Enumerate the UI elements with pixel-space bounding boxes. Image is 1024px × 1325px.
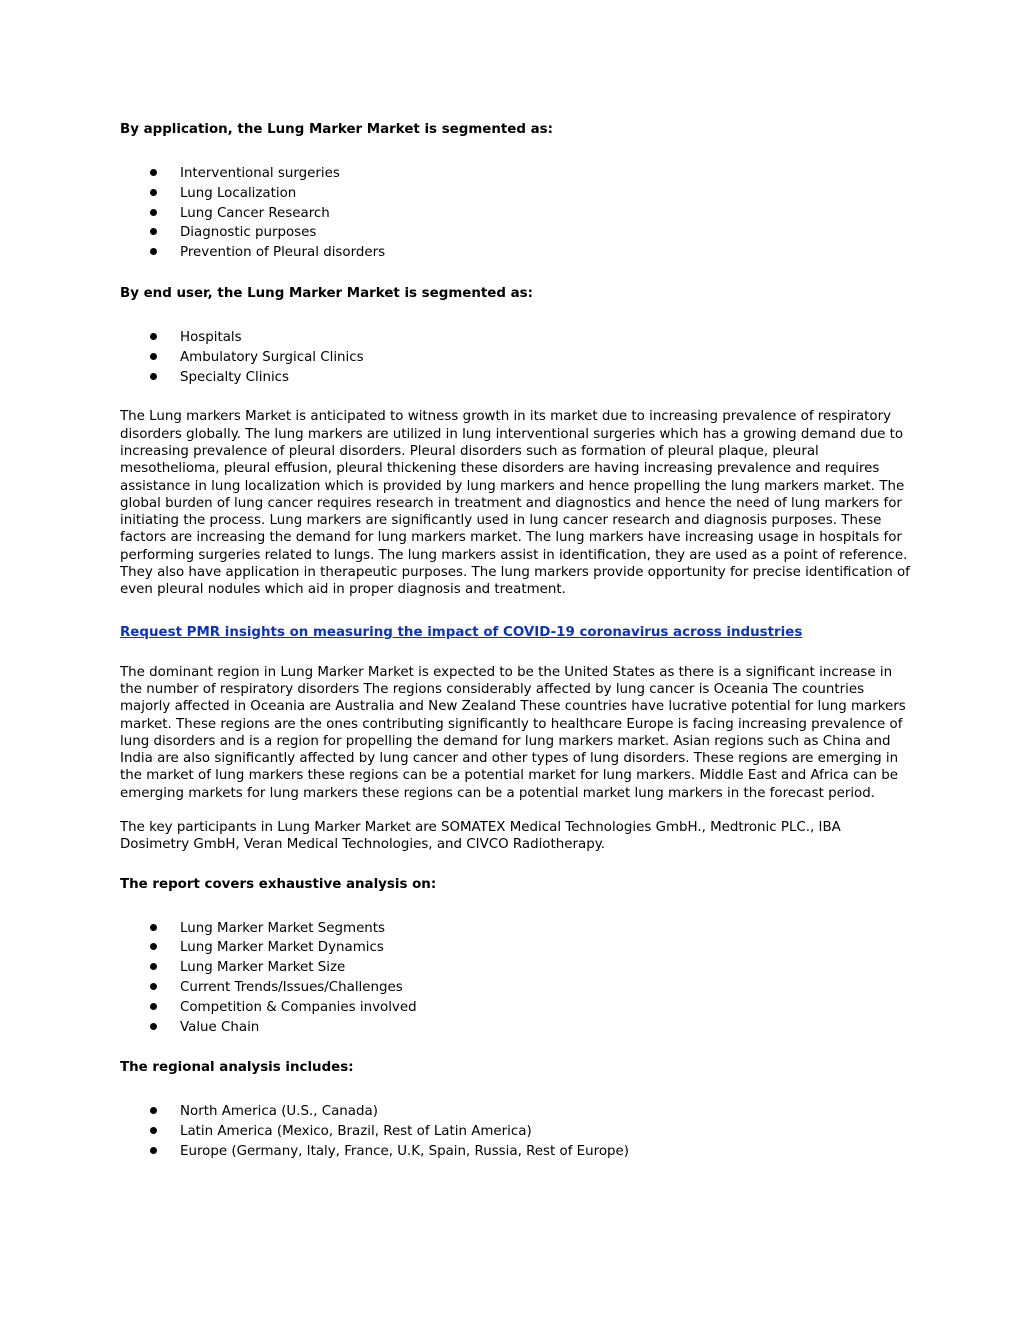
end-user-list bbox=[120, 328, 910, 387]
bullet-icon bbox=[150, 1023, 157, 1030]
list-item bbox=[120, 1018, 910, 1038]
bullet-icon bbox=[150, 189, 157, 196]
bullet-icon bbox=[150, 1147, 157, 1154]
list-item-text: Ambulatory Surgical Clinics bbox=[180, 349, 364, 365]
list-item-text: Lung Localization bbox=[180, 185, 297, 201]
list-item bbox=[120, 204, 910, 224]
list-item bbox=[120, 938, 910, 958]
bullet-icon bbox=[150, 1127, 157, 1134]
bullet-icon bbox=[150, 963, 157, 970]
bullet-icon bbox=[150, 353, 157, 360]
list-item-text: North America (U.S., Canada) bbox=[180, 1104, 378, 1120]
bullet-icon bbox=[150, 248, 157, 255]
list-item bbox=[120, 368, 910, 388]
list-item bbox=[120, 164, 910, 184]
list-item bbox=[120, 919, 910, 939]
end-user-heading: By end user, the Lung Marker Market is segmented as: bbox=[120, 285, 533, 301]
list-item-text: Europe (Germany, Italy, France, U.K, Spain, Russia, Rest of Europe) bbox=[180, 1143, 629, 1159]
list-item-text: Current Trends/Issues/Challenges bbox=[180, 980, 403, 995]
bullet-icon bbox=[150, 373, 157, 380]
regional-list bbox=[120, 1102, 910, 1161]
list-item bbox=[120, 998, 910, 1018]
bullet-icon bbox=[150, 333, 157, 340]
list-item-text: Competition & Companies involved bbox=[180, 999, 417, 1015]
list-item-text: Lung Marker Market Segments bbox=[180, 920, 386, 936]
bullet-icon bbox=[150, 228, 157, 235]
list-item bbox=[120, 1142, 910, 1162]
list-item-text: Lung Marker Market Dynamics bbox=[180, 940, 384, 956]
link-row bbox=[120, 621, 910, 641]
application-list bbox=[120, 164, 910, 263]
list-item bbox=[120, 184, 910, 204]
list-item-text: Lung Marker Market Size bbox=[180, 960, 346, 976]
regional-heading: The regional analysis includes: bbox=[120, 1060, 354, 1076]
bullet-icon bbox=[150, 983, 157, 990]
market-overview-paragraph: The Lung markers Market is anticipated to witness growth in its market due to increasing prevalence of respiratory disorders globally. The lung markers are utilized in lung interventional surgeries which has a growing demand due to increasing prevalence of pleural disorders. Pleural disorders such as formation of pleural plaque, pleural mesothelioma, pleural effusion, pleural thickening these disorders are having increasing prevalence and requires assistance in lung localization which is provided by lung markers and hence propelling the lung markers market. The global burden of lung cancer requires research in treatment and diagnostics and hence the need of lung markers for initiating the process. Lung markers are significantly used in lung cancer research and diagnosis purposes. These factors are increasing the demand for lung markers market. The lung markers have increasing usage in hospitals for performing surgeries related to lungs. The lung markers assist in identification, they are used as a point of reference. They also have application in therapeutic purposes. The lung markers provide opportunity for precise identification of even pleural nodules which aid in proper diagnosis and treatment. bbox=[120, 409, 910, 598]
list-item-text: Lung Cancer Research bbox=[180, 205, 330, 221]
list-item bbox=[120, 1122, 910, 1142]
covid-insights-link[interactable]: Request PMR insights on measuring the impact of COVID-19 coronavirus across industries bbox=[120, 624, 803, 640]
list-item-text: Latin America (Mexico, Brazil, Rest of Latin America) bbox=[180, 1124, 532, 1140]
list-item bbox=[120, 978, 910, 998]
list-item-text: Value Chain bbox=[180, 1019, 260, 1035]
bullet-icon bbox=[150, 1107, 157, 1114]
bullet-icon bbox=[150, 209, 157, 216]
list-item-text: Hospitals bbox=[180, 329, 242, 345]
bullet-icon bbox=[150, 924, 157, 931]
list-item bbox=[120, 958, 910, 978]
application-heading: By application, the Lung Marker Market is segmented as: bbox=[120, 122, 553, 137]
report-heading: The report covers exhaustive analysis on: bbox=[120, 876, 437, 892]
bullet-icon bbox=[150, 1003, 157, 1010]
list-item-text: Specialty Clinics bbox=[180, 369, 290, 385]
bullet-icon bbox=[150, 943, 157, 950]
list-item bbox=[120, 223, 910, 243]
list-item-text: Prevention of Pleural disorders bbox=[180, 245, 386, 261]
document-page bbox=[120, 121, 910, 1162]
list-item bbox=[120, 348, 910, 368]
list-item bbox=[120, 243, 910, 263]
list-item bbox=[120, 1102, 910, 1122]
list-item-text: Interventional surgeries bbox=[180, 166, 340, 181]
key-participants-paragraph: The key participants in Lung Marker Market are SOMATEX Medical Technologies GmbH., Medtronic PLC., IBA Dosimetry GmbH, Veran Medical Technologies, and CIVCO Radiotherapy. bbox=[120, 820, 841, 853]
bullet-icon bbox=[150, 169, 157, 176]
regional-paragraph: The dominant region in Lung Marker Market is expected to be the United States as there is a significant increase in the number of respiratory disorders The regions considerably affected by lung cancer is Oceania The countries majorly affected in Oceania are Australia and New Zealand These countries have lucrative potential for lung markers market. These regions are the ones contributing significantly to healthcare Europe is facing increasing prevalence of lung disorders and is a region for propelling the demand for lung markers market. Asian regions such as China and India are also significantly affected by lung cancer and other types of lung disorders. These regions are emerging in the market of lung markers these regions can be a potential market for lung markers. Middle East and Africa can be emerging markets for lung markers these regions can be a potential market lung markers in the forecast period. bbox=[120, 664, 906, 801]
report-list bbox=[120, 919, 910, 1038]
list-item bbox=[120, 328, 910, 348]
list-item-text: Diagnostic purposes bbox=[180, 225, 317, 241]
